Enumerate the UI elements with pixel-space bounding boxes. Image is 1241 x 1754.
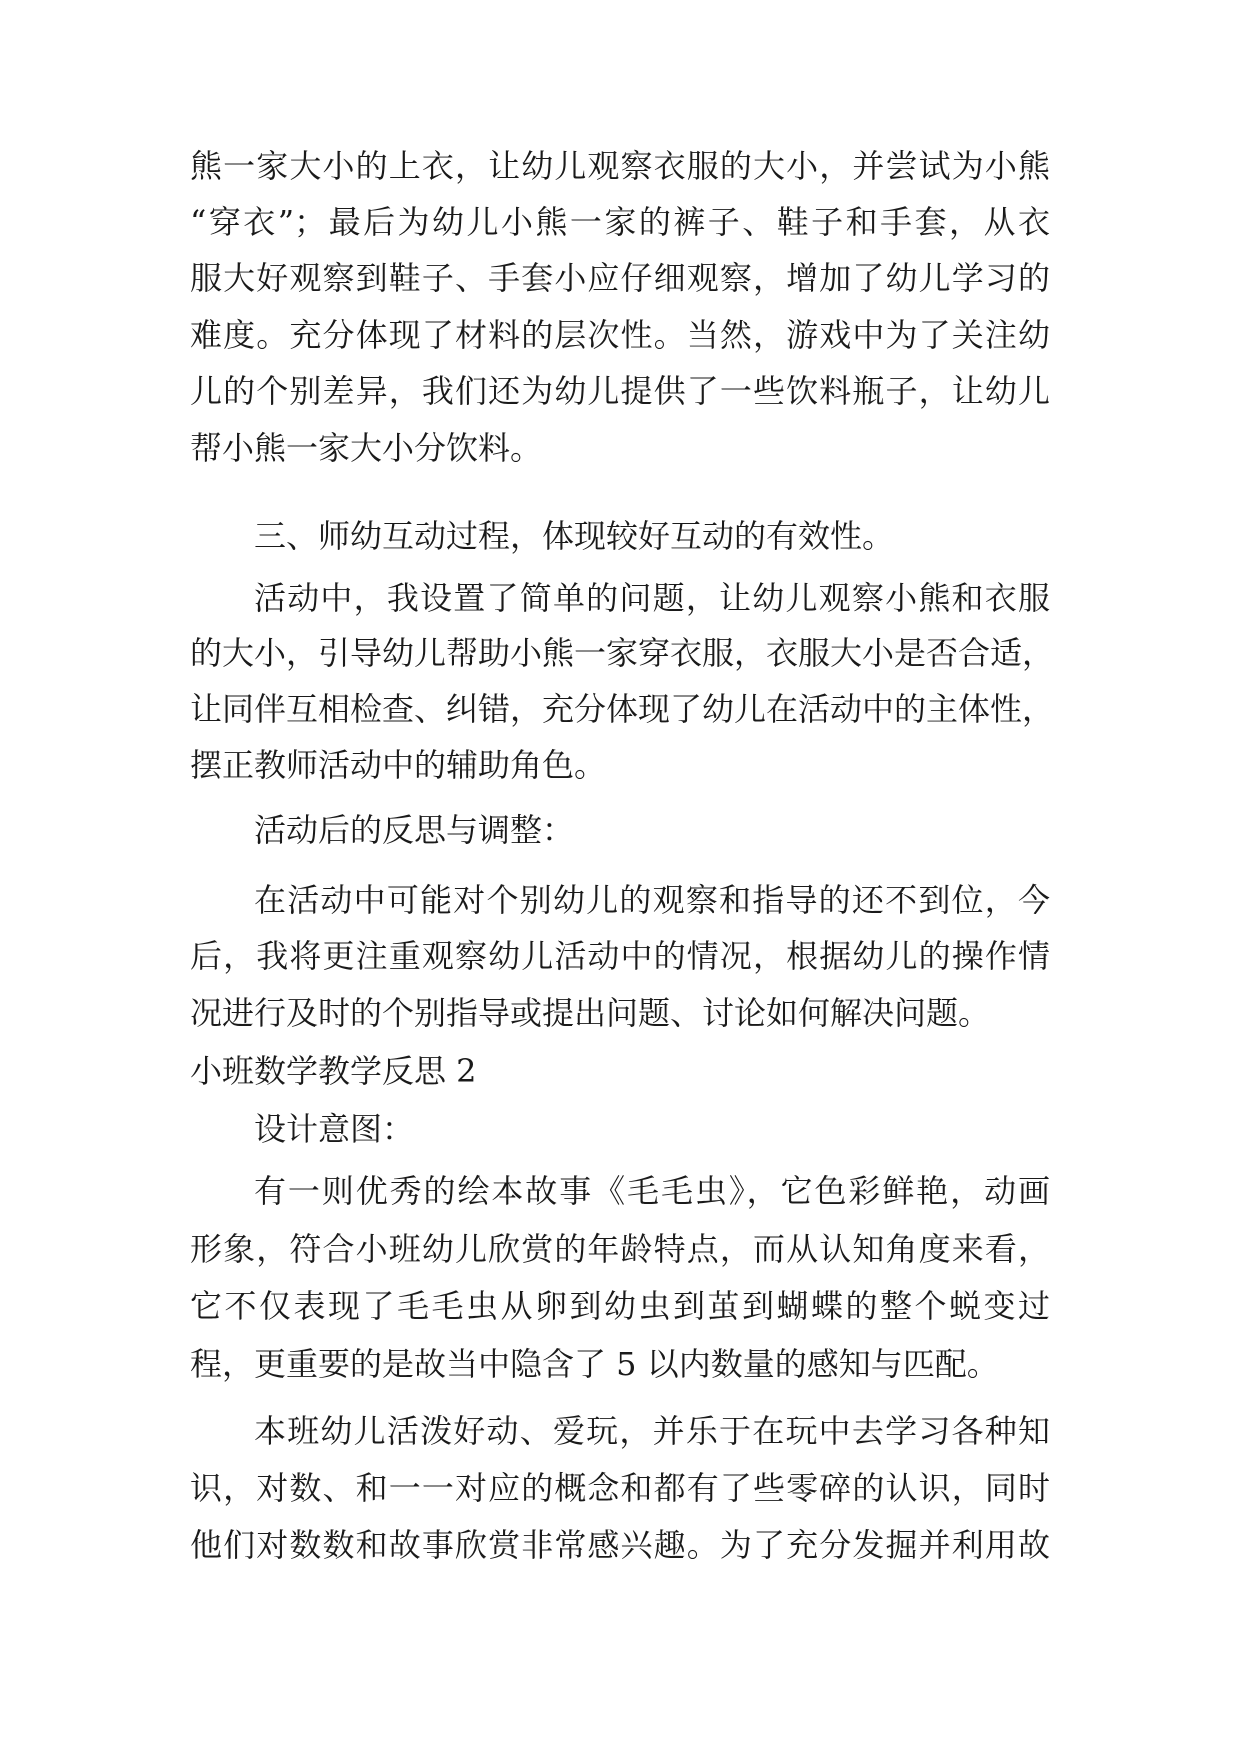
text-line: 的大小，引导幼儿帮助小熊一家穿衣服，衣服大小是否合适，: [190, 634, 1055, 672]
text-line: 活动中，我设置了简单的问题，让幼儿观察小熊和衣服: [254, 579, 1050, 617]
text-line: 本班幼儿活泼好动、爱玩，并乐于在玩中去学习各种知: [254, 1412, 1050, 1450]
text-line: 在活动中可能对个别幼儿的观察和指导的还不到位，今: [254, 881, 1050, 919]
text-line: 让同伴互相检查、纠错，充分体现了幼儿在活动中的主体性，: [190, 690, 1055, 728]
text-line: 服大好观察到鞋子、手套小应仔细观察，增加了幼儿学习的: [190, 259, 1050, 297]
section-heading: 活动后的反思与调整：: [254, 811, 575, 849]
text-line: 儿的个别差异，我们还为幼儿提供了一些饮料瓶子，让幼儿: [190, 372, 1050, 410]
text-line: 它不仅表现了毛毛虫从卵到幼虫到茧到蝴蝶的整个蜕变过: [190, 1287, 1050, 1325]
text-line: 形象，符合小班幼儿欣赏的年龄特点，而从认知角度来看，: [190, 1230, 1050, 1268]
text-line: 程，更重要的是故当中隐含了 5 以内数量的感知与匹配。: [190, 1345, 999, 1383]
text-line: 况进行及时的个别指导或提出问题、讨论如何解决问题。: [190, 994, 991, 1032]
document-title: 小班数学教学反思 2: [190, 1052, 477, 1090]
text-line: 识，对数、和一一对应的概念和都有了些零碎的认识，同时: [190, 1469, 1050, 1507]
text-line: 后，我将更注重观察幼儿活动中的情况，根据幼儿的操作情: [190, 937, 1050, 975]
text-line: 难度。充分体现了材料的层次性。当然，游戏中为了关注幼: [190, 316, 1050, 354]
text-line: 摆正教师活动中的辅助角色。: [190, 746, 607, 784]
text-line: 他们对数数和故事欣赏非常感兴趣。为了充分发掘并利用故: [190, 1526, 1050, 1564]
text-line: 有一则优秀的绘本故事《毛毛虫》，它色彩鲜艳，动画: [254, 1172, 1050, 1210]
text-line: 熊一家大小的上衣，让幼儿观察衣服的大小，并尝试为小熊: [190, 147, 1050, 185]
text-line: 帮小熊一家大小分饮料。: [190, 429, 543, 467]
text-line: “穿衣”；最后为幼儿小熊一家的裤子、鞋子和手套，从衣: [190, 203, 1050, 241]
section-heading: 三、师幼互动过程，体现较好互动的有效性。: [254, 517, 895, 555]
section-heading: 设计意图：: [254, 1110, 415, 1148]
